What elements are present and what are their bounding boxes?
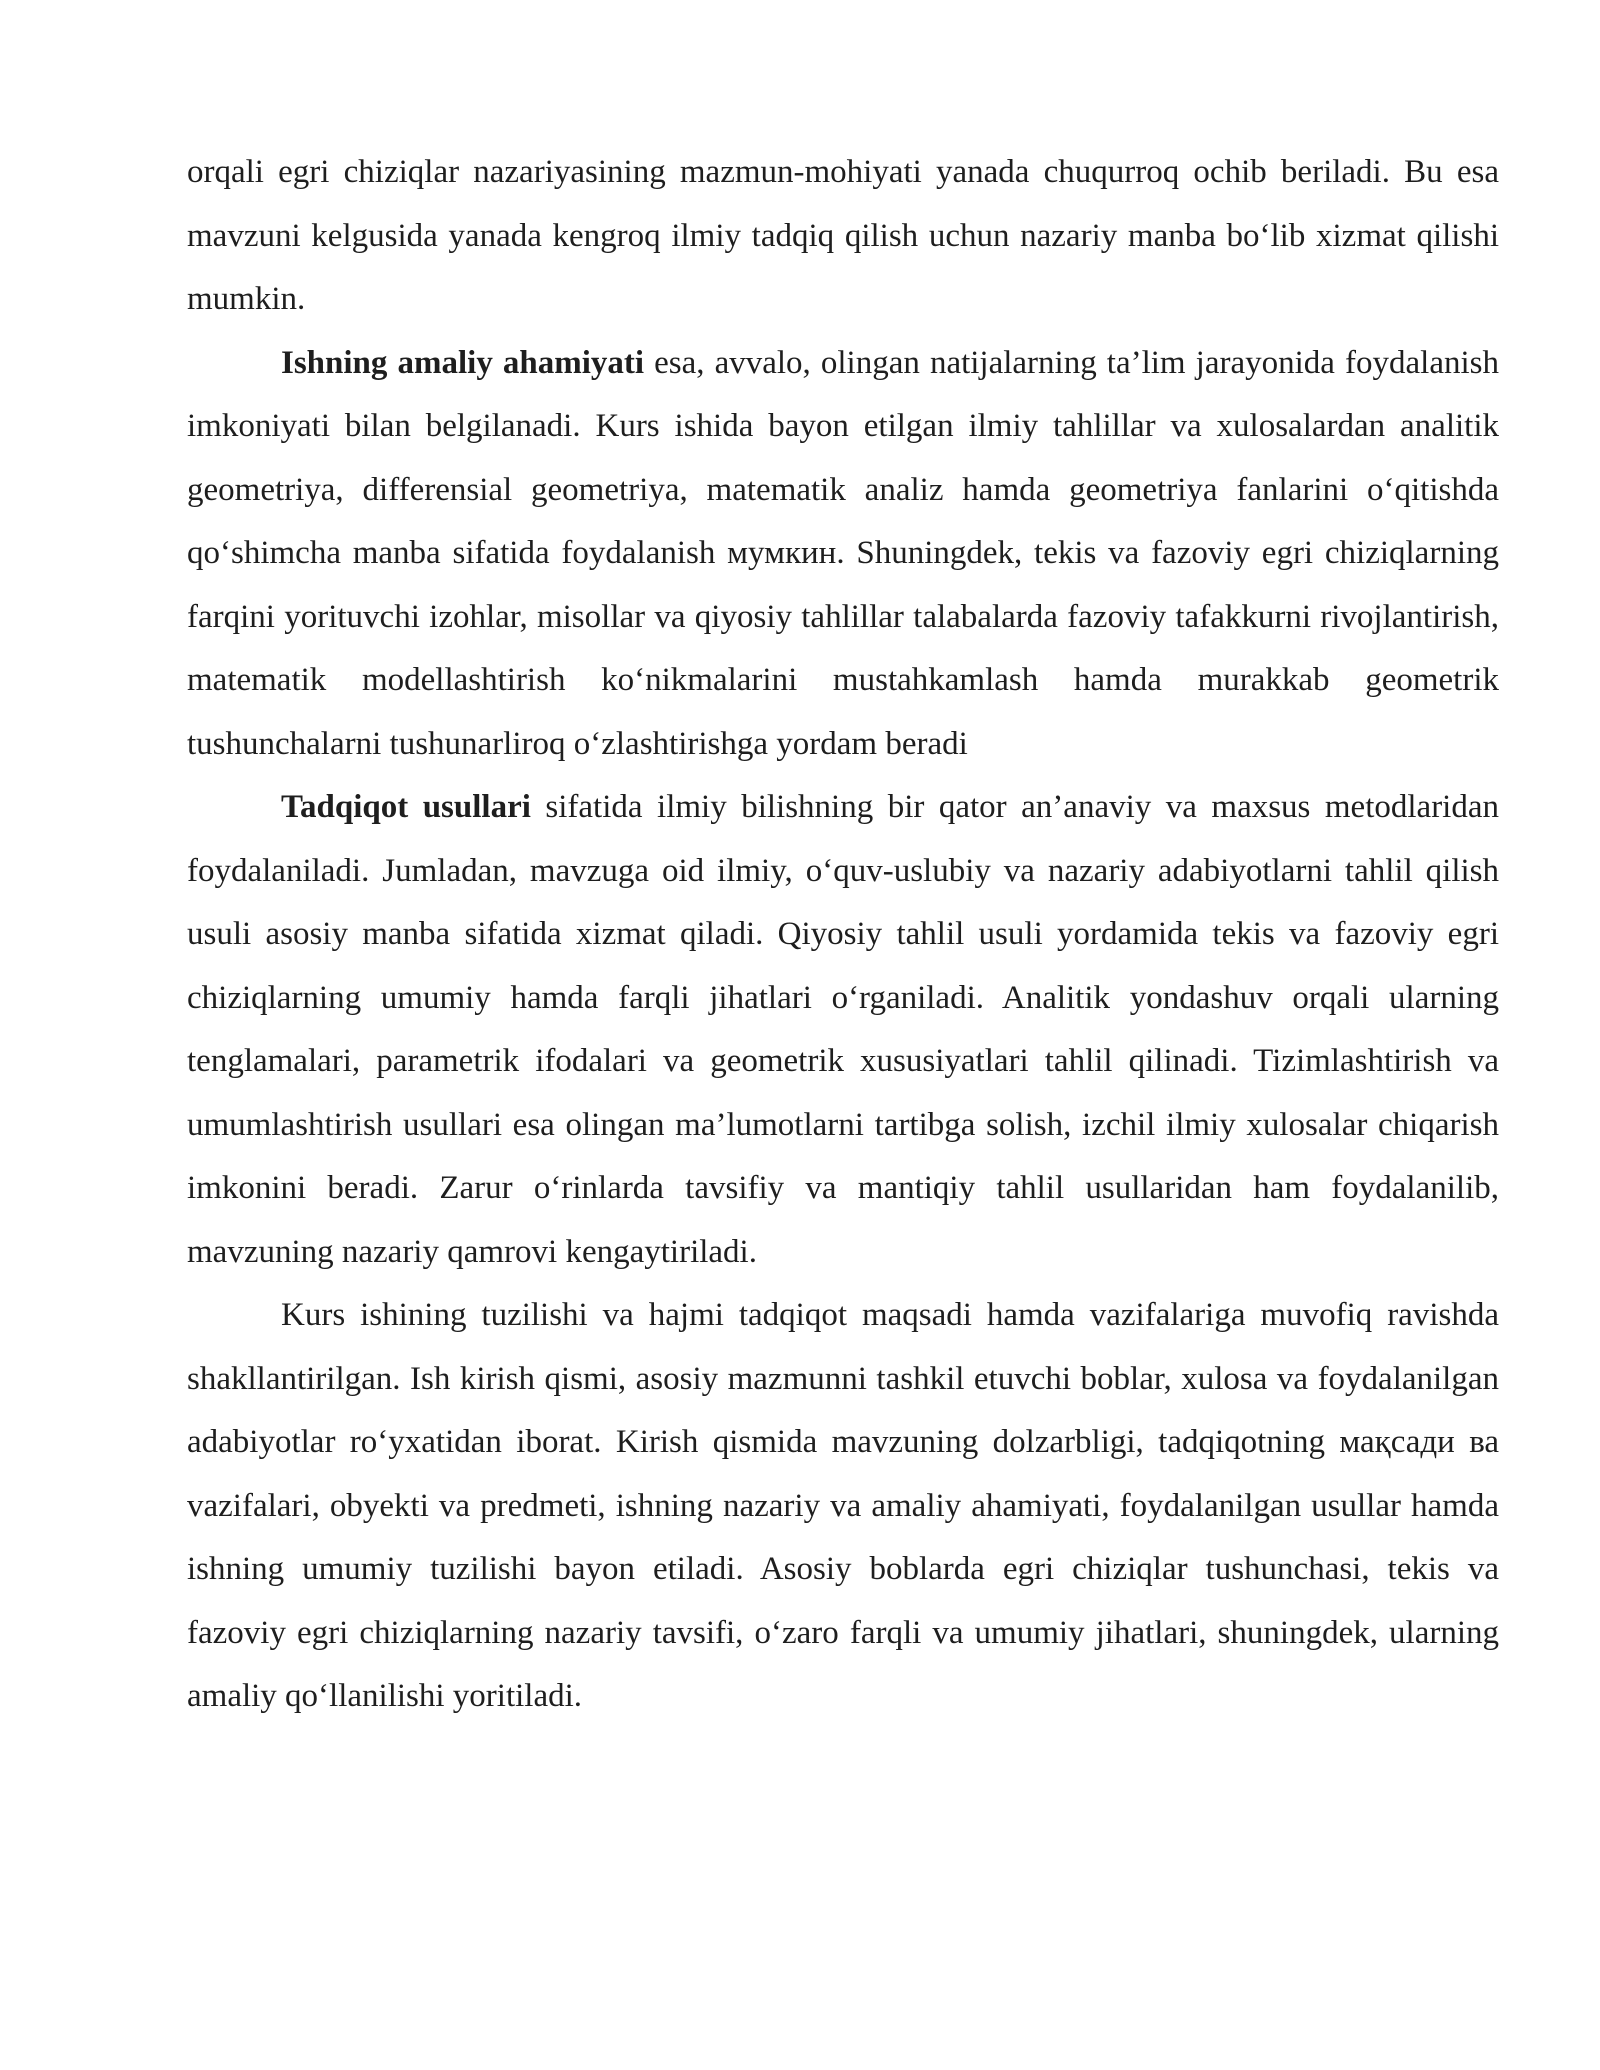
document-body — [187, 141, 1499, 1729]
paragraph-lead-heading: Ishning amaliy ahamiyati — [281, 344, 645, 381]
paragraph-structure — [187, 1284, 1499, 1729]
paragraph-text: Kurs ishining tuzilishi va hajmi tadqiqot maqsadi hamda vazifalariga muvofiq ravishda shakllantirilgan. Ish kirish qismi, asosiy mazmunni tashkil etuvchi boblar, xulosa va foydalanilgan adabiyotlar ro‘yxatidan iborat. Kirish qismida mavzuning dolzarbligi, tadqiqotning мақсади ва vazifalari, obyekti va predmeti, ishning nazariy va amaliy ahamiyati, foydalanilgan usullar hamda ishning umumiy tuzilishi bayon etiladi. Asosiy boblarda egri chiziqlar tushunchasi, tekis va fazoviy egri chiziqlarning nazariy tavsifi, o‘zaro farqli va umumiy jihatlari, shuningdek, ularning amaliy qo‘llanilishi yoritiladi. — [187, 1297, 1499, 1714]
paragraph-practical-significance — [187, 332, 1499, 777]
paragraph-lead-heading: Tadqiqot usullari — [281, 789, 531, 825]
paragraph-text: sifatida ilmiy bilishning bir qator an’anaviy va maxsus metodlaridan foydalaniladi. Jumladan, mavzuga oid ilmiy, o‘quv-uslubiy va nazariy adabiyotlarni tahlil qilish usuli asosiy manba sifatida xizmat qiladi. Qiyosiy tahlil usuli yordamida tekis va fazoviy egri chiziqlarning umumiy hamda farqli jihatlari o‘rganiladi. Analitik yondashuv orqali ularning tenglamalari, parametrik ifodalari va geometrik xususiyatlari tahlil qilinadi. Tizimlashtirish va umumlashtirish usullari esa olingan ma’lumotlarni tartibga solish, izchil ilmiy xulosalar chiqarish imkonini beradi. Zarur o‘rinlarda tavsifiy va mantiqiy tahlil usullaridan ham foydalanilib, mavzuning nazariy qamrovi kengaytiriladi. — [187, 789, 1499, 1270]
paragraph-text: orqali egri chiziqlar nazariyasining mazmun-mohiyati yanada chuqurroq ochib beriladi. Bu esa mavzuni kelgusida yanada kengroq ilmiy tadqiq qilish uchun nazariy manba bo‘lib xizmat qilishi mumkin. — [187, 154, 1499, 317]
paragraph-research-methods — [187, 776, 1499, 1284]
paragraph-continuation — [187, 141, 1499, 332]
paragraph-text: esa, avvalo, olingan natijalarning ta’lim jarayonida foydalanish imkoniyati bilan belgilanadi. Kurs ishida bayon etilgan ilmiy tahlillar va xulosalardan analitik geometriya, differensial geometriya, matematik analiz hamda geometriya fanlarini o‘qitishda qo‘shimcha manba sifatida foydalanish мумкин. Shuningdek, tekis va fazoviy egri chiziqlarning farqini yorituvchi izohlar, misollar va qiyosiy tahlillar talabalarda fazoviy tafakkurni rivojlantirish, matematik modellashtirish ko‘nikmalarini mustahkamlash hamda murakkab geometrik tushunchalarni tushunarliroq o‘zlashtirishga yordam beradi — [187, 344, 1499, 762]
